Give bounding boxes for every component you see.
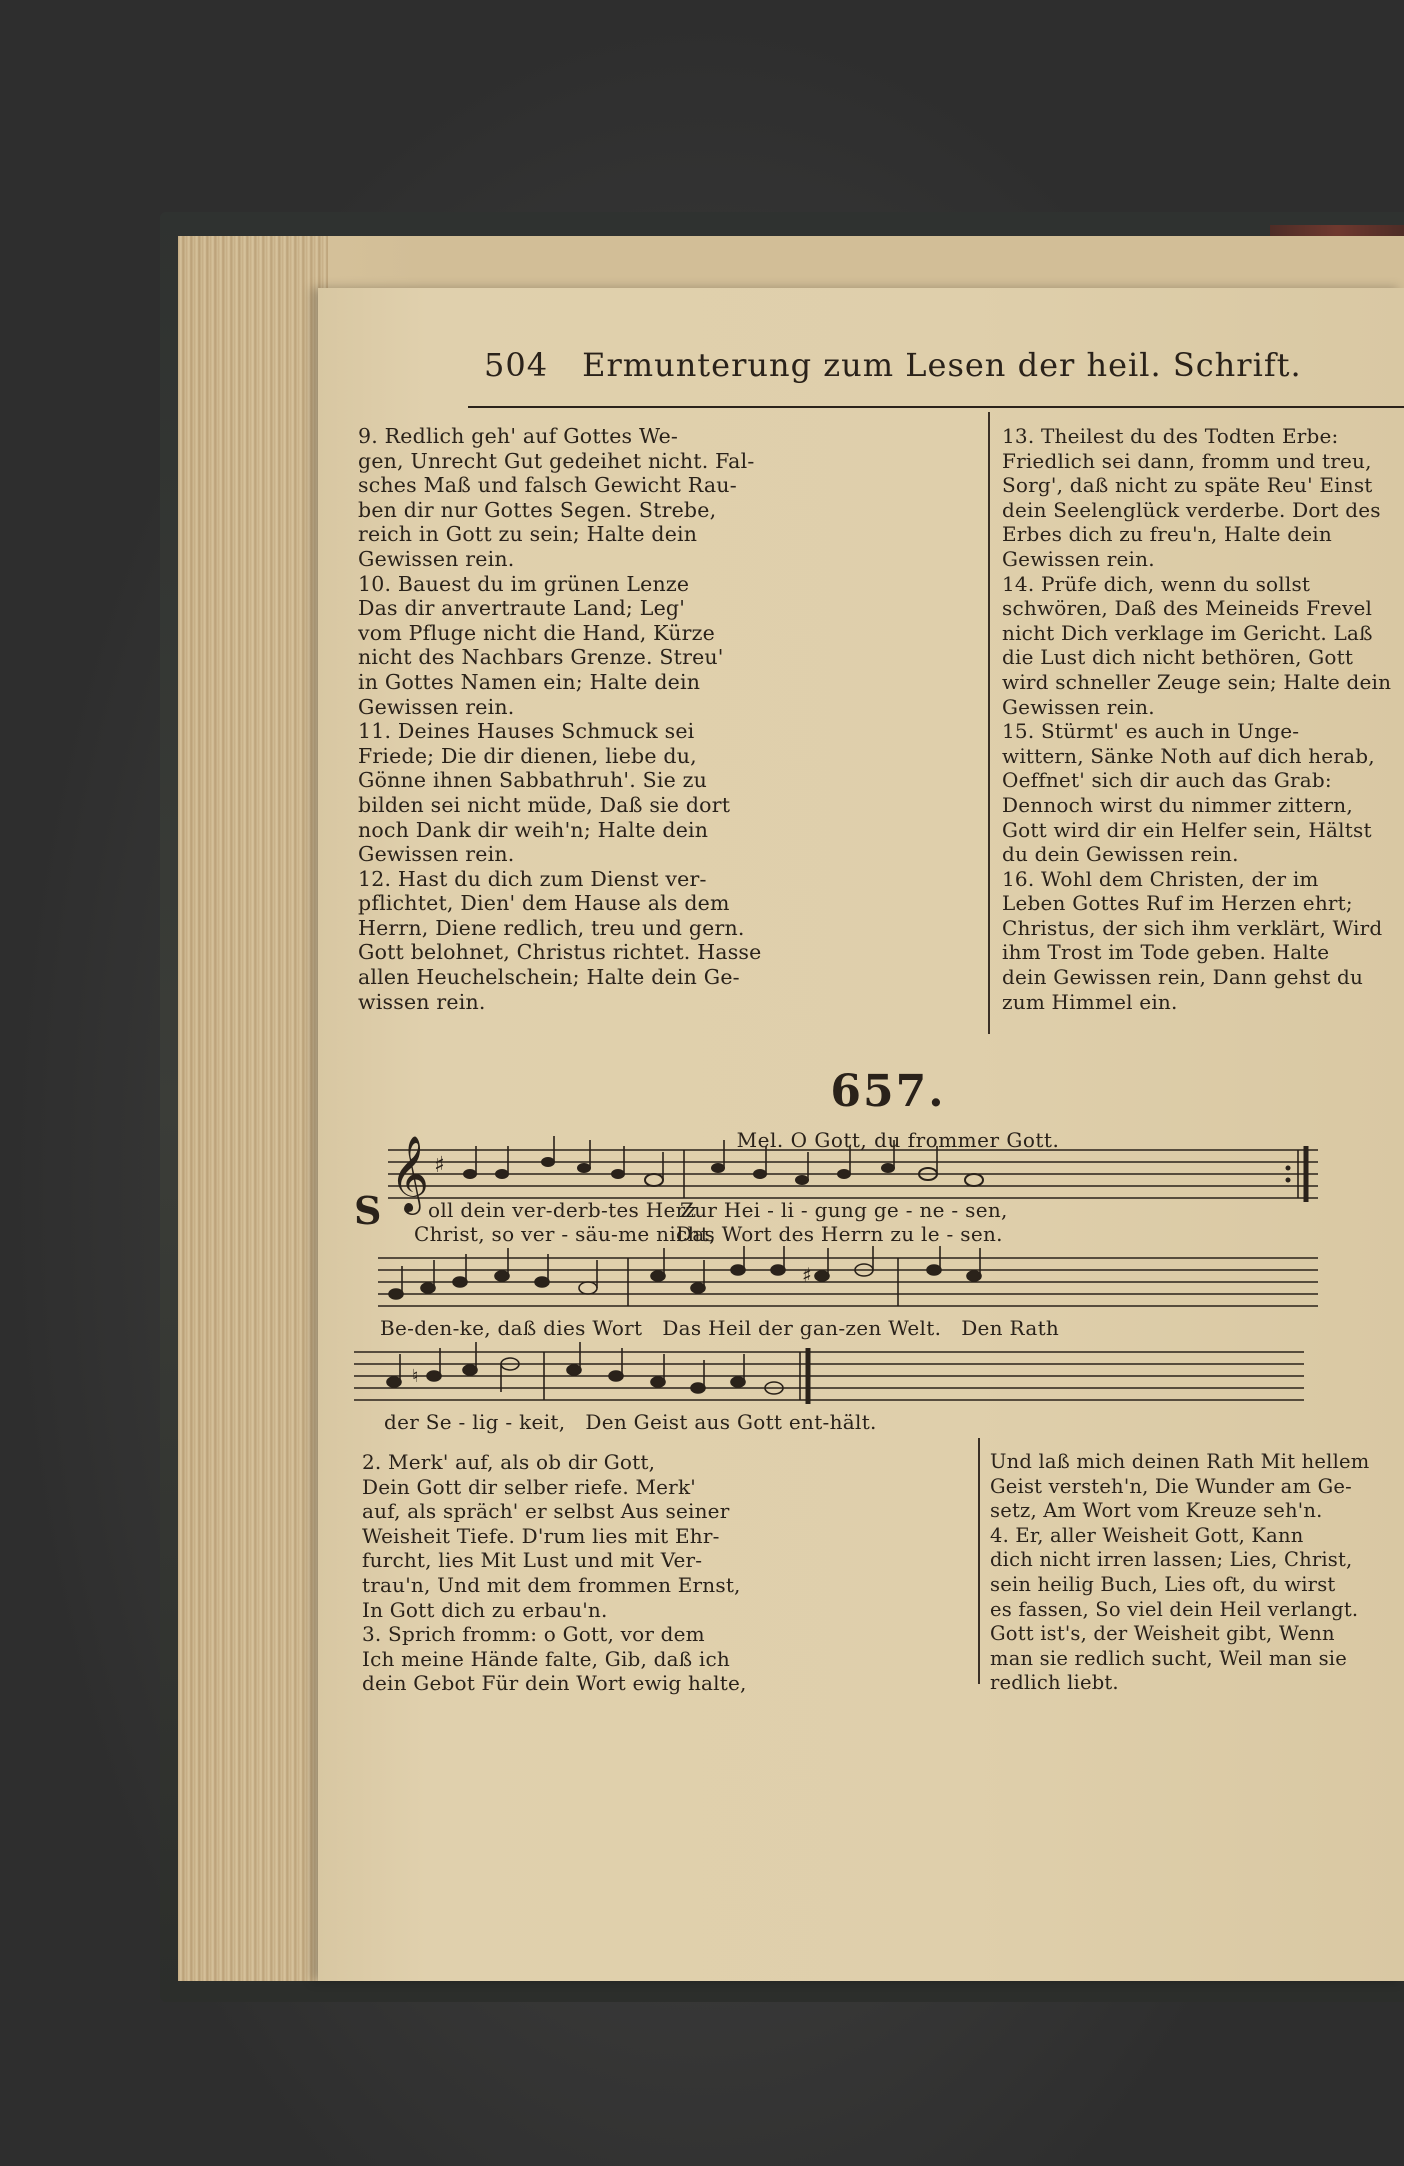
- text-line: es fassen, So viel dein Heil verlangt.: [990, 1597, 1359, 1621]
- text-line: du dein Gewissen rein.: [1002, 842, 1239, 867]
- text-line: die Lust dich nicht bethören, Gott: [1002, 645, 1354, 670]
- text-line: 12. Hast du dich zum Dienst ver-: [358, 866, 707, 891]
- text-line: 11. Deines Hauses Schmuck sei: [358, 719, 695, 744]
- text-line: dich nicht irren lassen; Lies, Christ,: [990, 1548, 1353, 1572]
- text-line: Geist versteh'n, Die Wunder am Ge-: [990, 1474, 1352, 1498]
- text-line: trau'n, Und mit dem frommen Ernst,: [362, 1572, 741, 1597]
- running-head: [484, 346, 1404, 392]
- text-line: zum Himmel ein.: [1002, 989, 1178, 1014]
- text-line: allen Heuchelschein; Halte dein Ge-: [358, 965, 740, 990]
- text-line: Gott ist's, der Weisheit gibt, Wenn: [990, 1622, 1335, 1646]
- lyrics-line-2b: Das Wort des Herrn zu le - sen.: [676, 1222, 1003, 1246]
- lyrics-line-3: Be-den-ke, daß dies Wort Das Heil der gan-zen Welt. Den Rath: [380, 1316, 1060, 1340]
- text-line: furcht, lies Mit Lust und mit Ver-: [362, 1548, 703, 1573]
- text-line: noch Dank dir weih'n; Halte dein: [358, 817, 709, 842]
- column-divider-upper: [988, 412, 990, 1034]
- text-line: nicht Dich verklage im Gericht. Laß: [1002, 620, 1373, 645]
- text-line: in Gottes Namen ein; Halte dein: [358, 669, 701, 694]
- text-line: 14. Prüfe dich, wenn du sollst: [1002, 571, 1311, 596]
- lyrics-line-1b: Zur Hei - li - gung ge - ne - sen,: [680, 1198, 1008, 1222]
- music-staff-2: [378, 1246, 1328, 1316]
- text-line: pflichtet, Dien' dem Hause als dem: [358, 891, 730, 916]
- lyrics-line-4: der Se - lig - keit, Den Geist aus Gott ent-hält.: [384, 1410, 877, 1434]
- svg-text:♯: ♯: [434, 1153, 445, 1178]
- text-line: In Gott dich zu erbau'n.: [362, 1597, 608, 1622]
- text-line: Dennoch wirst du nimmer zittern,: [1002, 792, 1353, 817]
- book-page: [318, 288, 1404, 1981]
- text-line: Herrn, Diene redlich, treu und gern.: [358, 915, 745, 940]
- text-line: redlich liebt.: [990, 1671, 1119, 1695]
- text-line: sein heilig Buch, Lies oft, du wirst: [990, 1572, 1336, 1596]
- text-line: vom Pfluge nicht die Hand, Kürze: [358, 620, 715, 645]
- text-line: dein Seelenglück verderbe. Dort des: [1002, 497, 1381, 522]
- text-line: Erbes dich zu freu'n, Halte dein: [1002, 522, 1332, 547]
- text-line: Gewissen rein.: [1002, 694, 1155, 719]
- upper-right-column: [1002, 424, 1392, 1014]
- text-line: dein Gebot Für dein Wort ewig halte,: [362, 1671, 747, 1696]
- text-line: Friedlich sei dann, fromm und treu,: [1002, 448, 1372, 473]
- text-line: wird schneller Zeuge sein; Halte dein: [1002, 669, 1392, 694]
- text-line: Oeffnet' sich dir auch das Grab:: [1002, 768, 1332, 793]
- text-line: 3. Sprich fromm: o Gott, vor dem: [362, 1622, 705, 1647]
- text-line: 10. Bauest du im grünen Lenze: [358, 571, 690, 596]
- text-line: 2. Merk' auf, als ob dir Gott,: [362, 1450, 656, 1474]
- page-number: 504: [484, 346, 549, 384]
- text-line: Gewissen rein.: [358, 842, 515, 867]
- text-line: bilden sei nicht müde, Daß sie dort: [358, 792, 731, 817]
- hymn-initial-letter: S: [354, 1188, 382, 1233]
- text-line: Sorg', daß nicht zu späte Reu' Einst: [1002, 473, 1373, 498]
- text-line: Gott wird dir ein Helfer sein, Hältst: [1002, 817, 1372, 842]
- text-line: Christus, der sich ihm verklärt, Wird: [1002, 915, 1383, 940]
- text-line: dein Gewissen rein, Dann gehst du: [1002, 965, 1364, 990]
- text-line: Friede; Die dir dienen, liebe du,: [358, 743, 697, 768]
- text-line: reich in Gott zu sein; Halte dein: [358, 522, 698, 547]
- melody-reference: Mel. O Gott, du frommer Gott.: [736, 1128, 1060, 1152]
- text-line: Gewissen rein.: [358, 546, 515, 571]
- text-line: wissen rein.: [358, 989, 486, 1014]
- treble-clef-icon: 𝄞: [390, 1136, 430, 1212]
- running-title: Ermunterung zum Lesen der heil. Schrift.: [582, 346, 1302, 384]
- header-rule: [468, 406, 1404, 408]
- text-line: Weisheit Tiefe. D'rum lies mit Ehr-: [362, 1523, 720, 1548]
- text-line: 9. Redlich geh' auf Gottes We-: [358, 424, 679, 448]
- lower-left-column: [362, 1450, 962, 1696]
- text-line: 16. Wohl dem Christen, der im: [1002, 866, 1319, 891]
- text-line: setz, Am Wort vom Kreuze seh'n.: [990, 1499, 1323, 1523]
- text-line: sches Maß und falsch Gewicht Rau-: [358, 473, 737, 498]
- lyrics-line-1a: oll dein ver-derb-tes Herz: [428, 1198, 697, 1222]
- text-line: auf, als spräch' er selbst Aus seiner: [362, 1499, 730, 1524]
- text-line: Gönne ihnen Sabbathruh'. Sie zu: [358, 768, 708, 793]
- page-edges: [178, 236, 328, 1981]
- text-line: 15. Stürmt' es auch in Unge-: [1002, 719, 1300, 744]
- text-line: schwören, Daß des Meineids Frevel: [1002, 596, 1373, 621]
- music-staff-3: [354, 1338, 1314, 1418]
- text-line: Leben Gottes Ruf im Herzen ehrt;: [1002, 891, 1353, 916]
- text-line: nicht des Nachbars Grenze. Streu': [358, 645, 724, 670]
- text-line: ihm Trost im Tode geben. Halte: [1002, 940, 1330, 965]
- upper-left-column: [358, 424, 974, 1014]
- text-line: 13. Theilest du des Todten Erbe:: [1002, 424, 1339, 448]
- text-line: Ich meine Hände falte, Gib, daß ich: [362, 1646, 730, 1671]
- column-divider-lower: [978, 1438, 980, 1684]
- svg-text:♯: ♯: [802, 1263, 812, 1287]
- text-line: Das dir anvertraute Land; Leg': [358, 596, 686, 621]
- text-line: man sie redlich sucht, Weil man sie: [990, 1646, 1347, 1670]
- text-line: Und laß mich deinen Rath Mit hellem: [990, 1450, 1370, 1473]
- text-line: Gewissen rein.: [1002, 546, 1155, 571]
- text-line: Dein Gott dir selber riefe. Merk': [362, 1474, 696, 1499]
- text-line: Gott belohnet, Christus richtet. Hasse: [358, 940, 762, 965]
- text-line: Gewissen rein.: [358, 694, 515, 719]
- text-line: gen, Unrecht Gut gedeihet nicht. Fal-: [358, 448, 755, 473]
- hymn-number: 657.: [830, 1066, 946, 1117]
- text-line: wittern, Sänke Noth auf dich herab,: [1002, 743, 1375, 768]
- text-line: 4. Er, aller Weisheit Gott, Kann: [990, 1523, 1304, 1547]
- svg-text:♮: ♮: [412, 1366, 419, 1387]
- text-line: ben dir nur Gottes Segen. Strebe,: [358, 497, 717, 522]
- lower-right-column: [990, 1450, 1400, 1696]
- lyrics-line-2a: Christ, so ver - säu-me nicht,: [414, 1222, 716, 1246]
